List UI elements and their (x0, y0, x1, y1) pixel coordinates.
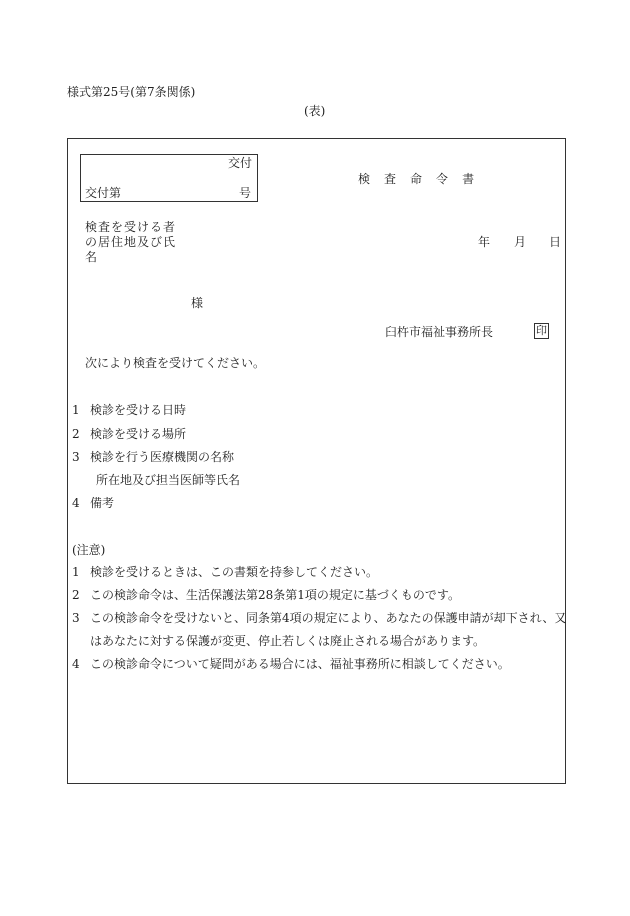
recipient-label-line3: 名 (85, 250, 98, 264)
item-number: 4 (72, 496, 80, 510)
item-number: 2 (72, 427, 80, 441)
title-char: 書 (462, 172, 475, 186)
side-label: (表) (304, 104, 326, 118)
note-number: 4 (72, 657, 80, 671)
notes-heading: (注意) (72, 543, 106, 557)
title-char: 検 (358, 172, 371, 186)
item-text: 検診を行う医療機関の名称 (90, 450, 235, 464)
recipient-honorific: 様 (191, 296, 204, 310)
issue-label-suffix: 号 (239, 186, 252, 200)
item-text: 検診を受ける場所 (90, 427, 187, 441)
note-number: 2 (72, 588, 80, 602)
title-char: 査 (384, 172, 397, 186)
date-year: 年 (478, 235, 491, 249)
item-text: 検診を受ける日時 (90, 403, 187, 417)
note-text: はあなたに対する保護が変更、停止若しくは廃止される場合があります。 (90, 634, 486, 648)
item-number: 3 (72, 450, 80, 464)
note-text: この検診命令を受けないと、同条第4項の規定により、あなたの保護申請が却下され、又 (90, 611, 567, 625)
issuer-name: 臼杵市福祉事務所長 (385, 325, 494, 339)
item-number: 1 (72, 403, 80, 417)
title-char: 命 (410, 172, 423, 186)
issue-label-top: 交付 (228, 156, 253, 170)
note-number: 3 (72, 611, 80, 625)
note-text: この検診命令は、生活保護法第28条第1項の規定に基づくものです。 (90, 588, 460, 602)
form-number: 様式第25号(第7条関係) (67, 85, 196, 99)
title-char: 令 (436, 172, 449, 186)
recipient-label-line1: 検査を受ける者 (85, 220, 177, 234)
issue-label-prefix: 交付第 (85, 186, 122, 200)
item-text: 所在地及び担当医師等氏名 (96, 473, 241, 487)
recipient-label-line2: の居住地及び氏 (85, 235, 177, 249)
document-title (358, 173, 474, 185)
note-number: 1 (72, 565, 80, 579)
date-day: 日 (549, 235, 562, 249)
item-text: 備考 (90, 496, 115, 510)
date-month: 月 (514, 235, 527, 249)
seal-mark: 印 (536, 324, 547, 337)
intro-text: 次により検査を受けてください。 (85, 356, 266, 370)
note-text: この検診命令について疑問がある場合には、福祉事務所に相談してください。 (90, 657, 510, 671)
note-text: 検診を受けるときは、この書類を持参してください。 (90, 565, 379, 579)
